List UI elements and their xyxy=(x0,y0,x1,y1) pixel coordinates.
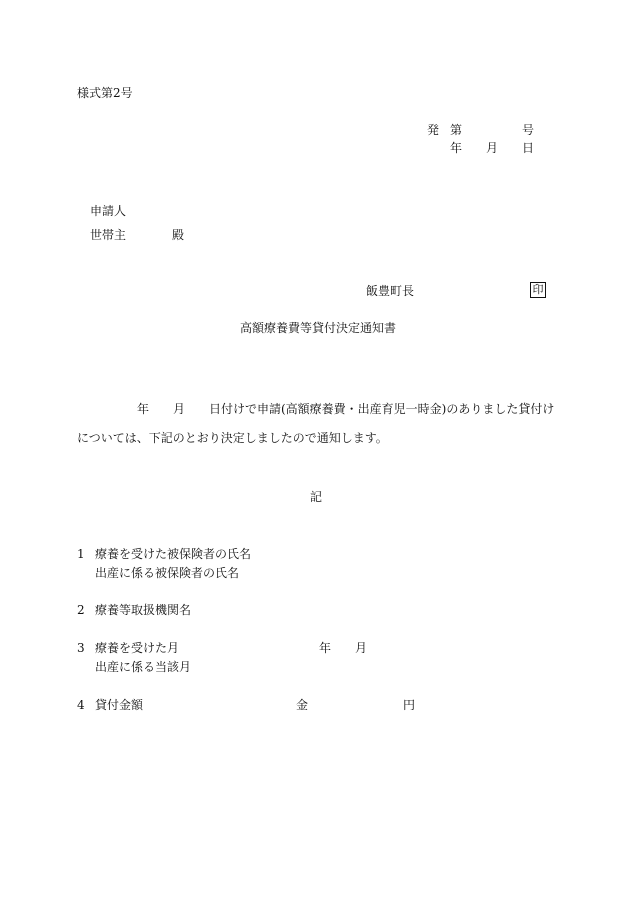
ki-heading: 記 xyxy=(310,490,323,504)
date-month: 月 xyxy=(486,141,499,155)
issuer-title: 飯豊町長 xyxy=(366,284,415,298)
issue-ref-go: 号 xyxy=(522,123,535,137)
item3-sublabel: 出産に係る当該月 xyxy=(95,660,192,674)
honorific: 殿 xyxy=(172,228,185,242)
body-year: 年 xyxy=(137,402,150,416)
issue-ref-hatsu: 発 xyxy=(427,123,440,137)
item1-sublabel: 出産に係る被保険者の氏名 xyxy=(95,566,240,580)
issue-ref-dai: 第 xyxy=(450,123,463,137)
date-year: 年 xyxy=(450,141,463,155)
applicant-label: 申請人 xyxy=(90,204,127,218)
item4-label: 貸付金額 xyxy=(95,698,144,712)
body-line2: については、下記のとおり決定しましたので通知します。 xyxy=(77,431,388,445)
item4-number: 4 xyxy=(77,698,85,712)
item2-label: 療養等取扱機関名 xyxy=(95,603,192,617)
item4-currency-unit: 円 xyxy=(403,698,416,712)
householder-label: 世帯主 xyxy=(90,228,127,242)
body-line1: 日付けで申請(高額療養費・出産育児一時金)のありました貸付け xyxy=(209,402,555,416)
item4-currency-prefix: 金 xyxy=(296,698,309,712)
item1-number: 1 xyxy=(77,547,85,561)
item3-month: 月 xyxy=(355,641,368,655)
seal-mark: 印 xyxy=(530,282,546,298)
item3-label: 療養を受けた月 xyxy=(95,641,180,655)
item2-number: 2 xyxy=(77,603,85,617)
date-day: 日 xyxy=(522,141,535,155)
body-month: 月 xyxy=(173,402,186,416)
item3-year: 年 xyxy=(319,641,332,655)
item1-label: 療養を受けた被保険者の氏名 xyxy=(95,547,252,561)
item3-number: 3 xyxy=(77,641,85,655)
form-number: 様式第2号 xyxy=(77,86,133,100)
document-title: 高額療養費等貸付決定通知書 xyxy=(240,321,397,335)
